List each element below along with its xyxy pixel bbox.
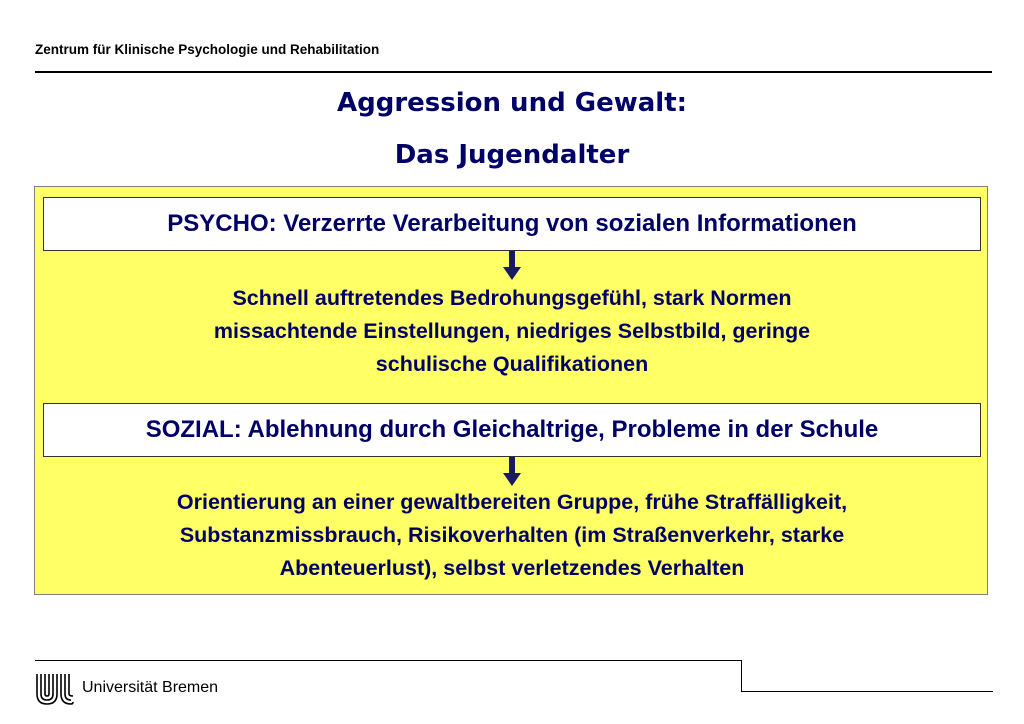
slide-subtitle: Das Jugendalter: [394, 140, 630, 170]
footer-divider-right: [741, 691, 993, 692]
arrow-down-icon: [502, 457, 522, 487]
psycho-line-2: missachtende Einstellungen, niedriges Selbstbild, geringe: [213, 319, 811, 343]
sozial-line-1: Orientierung an einer gewaltbereiten Gruppe, frühe Straffälligkeit,: [176, 490, 848, 514]
university-name: Universität Bremen: [82, 679, 219, 696]
arrow-down-icon: [502, 251, 522, 281]
sozial-box: SOZIAL: Ablehnung durch Gleichaltrige, Probleme in der Schule: [43, 403, 981, 457]
slide-title: Aggression und Gewalt:: [336, 88, 688, 118]
footer-divider-step: [741, 660, 742, 692]
psycho-line-1: Schnell auftretendes Bedrohungsgefühl, stark Normen: [232, 286, 792, 310]
psycho-consequences: [40, 282, 984, 381]
header-divider: [35, 71, 992, 73]
psycho-box: PSYCHO: Verzerrte Verarbeitung von sozialen Informationen: [43, 197, 981, 251]
university-logo-icon: [35, 672, 75, 706]
sozial-line-3: Abenteuerlust), selbst verletzendes Verhalten: [279, 556, 745, 580]
psycho-line-3: schulische Qualifikationen: [375, 352, 649, 376]
sozial-consequences: [40, 486, 984, 585]
footer-divider: [35, 660, 742, 661]
header-institute: Zentrum für Klinische Psychologie und Rehabilitation: [35, 42, 380, 57]
sozial-line-2: Substanzmissbrauch, Risikoverhalten (im Straßenverkehr, starke: [179, 523, 845, 547]
